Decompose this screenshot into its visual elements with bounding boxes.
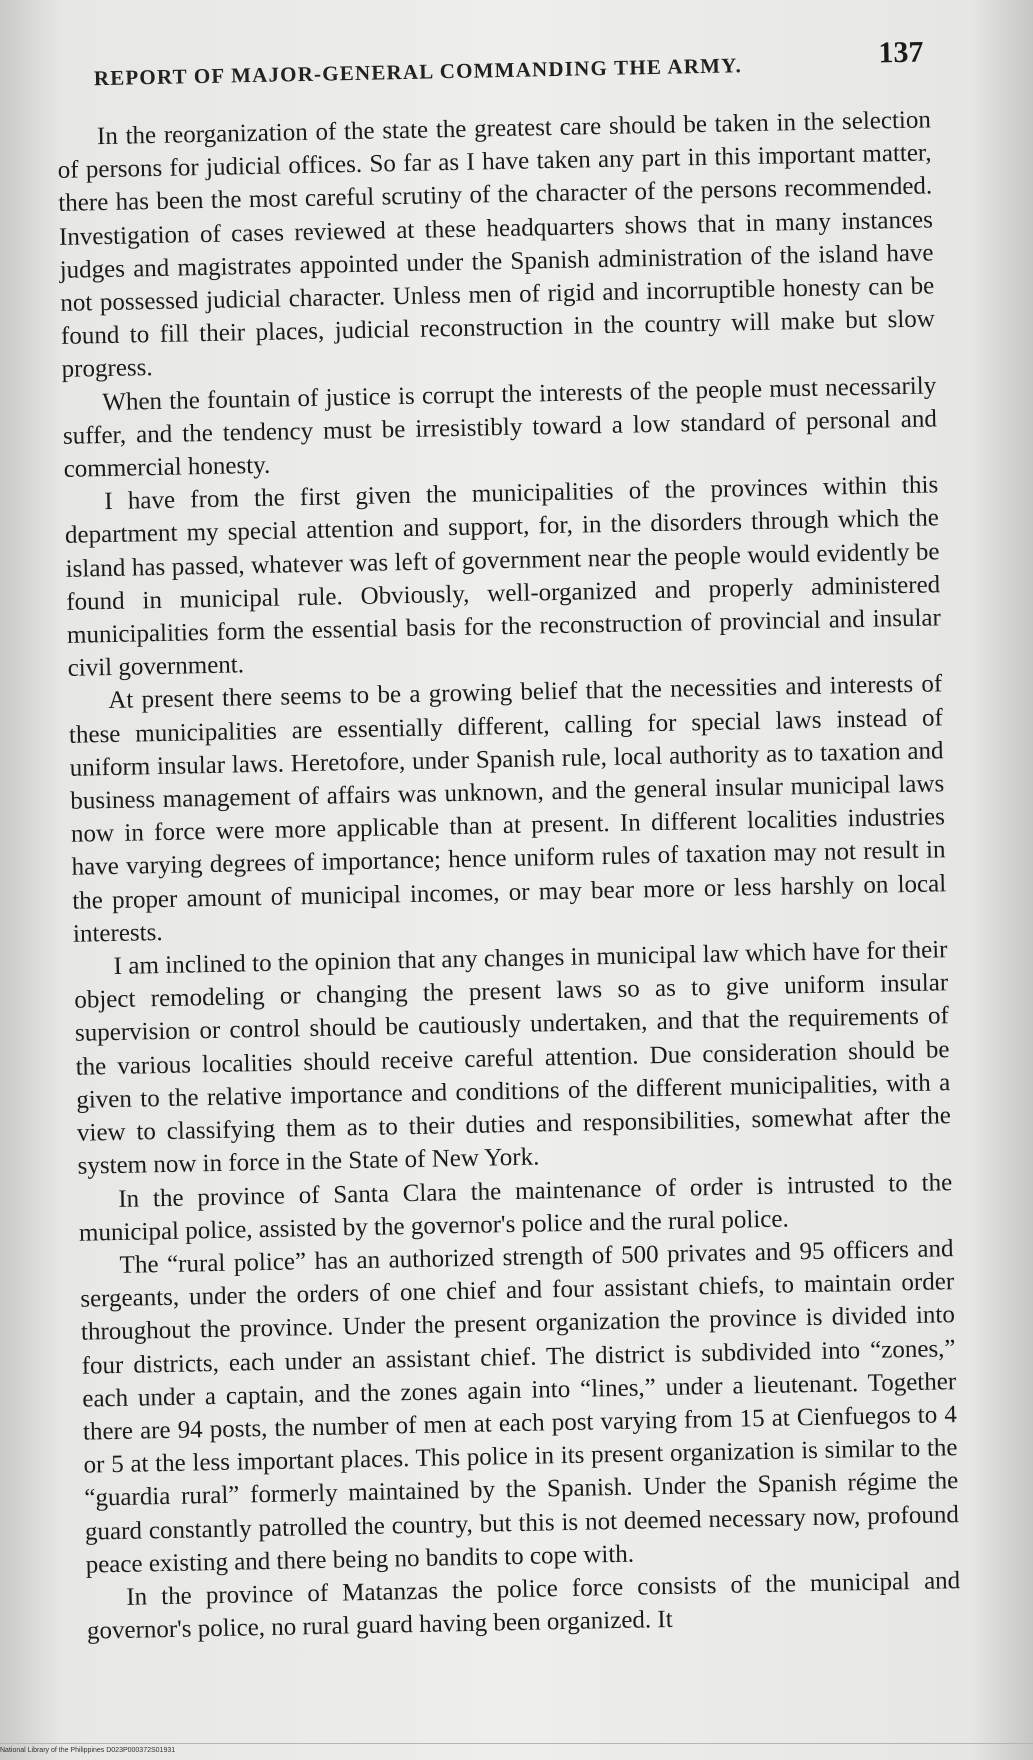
running-head <box>23 21 964 100</box>
paragraph-judicial-offices: In the reorganization of the state the greatest care should be taken in the selection of persons for judicial offices. So far as I have taken any part in this important matter, there has been the most careful scrutiny of the character of the persons recommended. Investigation of cases reviewed at these headquarters shows that in many instances judges and magistrates appointed under the Spanish administration of the island have not possessed judicial character. Unless men of rigid and incorruptible honesty can be found to fill their places, judicial reconstruction in the country will make but slow progress. <box>57 106 936 384</box>
paragraph-santa-clara: In the province of Santa Clara the maintenance of order is intrusted to the municipal police, assisted by the governor's police and the rural police. <box>78 1168 953 1247</box>
paragraph-special-laws: At present there seems to be a growing belief that the necessities and interests of these municipalities are essentially different, calling for special laws instead of uniform insular laws. Heretofore, under Spanish rule, local authority as to taxation and business management of affairs was unknown, and the general insular municipal laws now in force were more applicable than at present. In different localities industries have varying degrees of importance; hence uniform rules of taxation may not result in the proper amount of municipal incomes, or may bear more or less harshly on local interests. <box>68 670 947 948</box>
paragraph-municipalities-support: I have from the first given the municipalities of the provinces within this department my special attention and support, for, in the disorders through which the island has passed, whatever was left of government near the people would evidently be found in municipal rule. Obviously, well-organized and properly administered municipalities form the essential basis for the reconstruction of provincial and insular civil government. <box>64 471 942 683</box>
footer-credit: National Library of the Philippines D023P000372S01931 <box>0 1747 176 1754</box>
paragraph-municipal-law-changes: I am inclined to the opinion that any changes in municipal law which have for their object remodeling or changing the present laws so as to give uniform insular supervision or control should be cautiously undertaken, and that the requirements of the various localities should receive careful attention. Due consideration should be given to the relative importance and conditions of the different municipalities, with a view to classifying them as to their duties and responsibilities, somewhat after the system now in force in the State of New York. <box>74 936 952 1181</box>
paragraph-fountain-of-justice: When the fountain of justice is corrupt the interests of the people must necessarily suffer, and the tendency must be irresistibly toward a low standard of personal and commercial honesty. <box>62 371 938 483</box>
body-text <box>25 103 995 1649</box>
book-page <box>23 21 997 1740</box>
footer-divider <box>0 1743 1033 1744</box>
page-number: 137 <box>878 35 924 70</box>
running-title: REPORT OF MAJOR-GENERAL COMMANDING THE ARMY. <box>93 53 743 91</box>
paragraph-rural-police: The “rural police” has an authorized strength of 500 privates and 95 officers and sergeants, under the orders of one chief and four assistant chiefs, to maintain order throughout the province. Under the present organization the province is divided into four districts, each under an assistant chief. The district is subdivided into “zones,” each under a captain, and the zones again into “lines,” under a lieutenant. Together there are 94 posts, the number of men at each post varying from 15 at Cienfuegos to 4 or 5 at the less important places. This police in its present organization is similar to the “guardia rural” formerly maintained by the Spanish. Under the Spanish régime the guard constantly patrolled the country, but this is not deemed necessary now, profound peace existing and there being no bandits to cope with. <box>80 1235 960 1579</box>
paragraph-matanzas: In the province of Matanzas the police force consists of the municipal and governor's police, no rural guard having been organized. It <box>86 1567 961 1645</box>
